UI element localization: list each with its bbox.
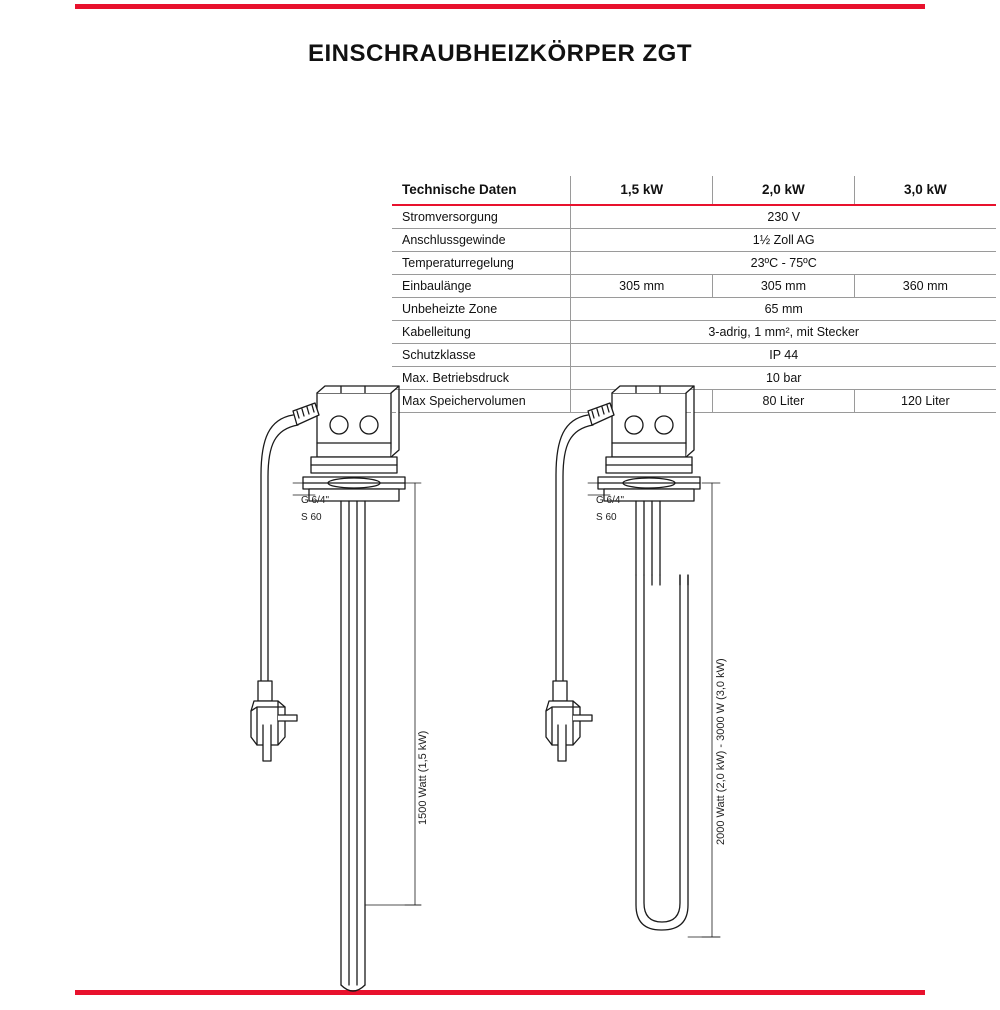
thread-dimension-label: G 6/4": [596, 495, 625, 506]
row-value-2: 80 Liter: [713, 390, 855, 413]
table-row: [392, 252, 996, 275]
row-label: Kabelleitung: [402, 325, 471, 339]
specifications-table: [392, 176, 996, 413]
row-label: Schutzklasse: [402, 348, 476, 362]
row-label: Max. Betriebsdruck: [402, 371, 509, 385]
cable-gland: [293, 403, 319, 425]
row-label: Unbeheizte Zone: [402, 302, 498, 316]
row-value-3: 360 mm: [854, 275, 996, 298]
table-row: [392, 344, 996, 367]
length-dimension-label: S 60: [301, 512, 322, 523]
table-header-label: Technische Daten: [402, 182, 517, 197]
accent-bar-bottom: [75, 990, 925, 995]
table-header-col-3: 3,0 kW: [854, 176, 996, 205]
schuko-plug: [251, 681, 297, 761]
table-header-row: [392, 176, 996, 205]
table-header-col-2: 2,0 kW: [713, 176, 855, 205]
row-label: Stromversorgung: [402, 210, 498, 224]
row-value-3: 120 Liter: [854, 390, 996, 413]
thermostat-housing: [612, 386, 694, 457]
power-rating-label-left: 1500 Watt (1,5 kW): [417, 730, 429, 825]
row-value-span: 23ºC - 75ºC: [571, 252, 996, 275]
schuko-plug: [546, 681, 592, 761]
row-value-span: 10 bar: [571, 367, 996, 390]
table-row: [392, 275, 996, 298]
row-label: Temperaturregelung: [402, 256, 514, 270]
heating-rods: [341, 501, 365, 991]
power-cable: [261, 415, 298, 683]
heating-rods-u-shape: [636, 501, 688, 930]
accent-bar-top: [75, 4, 925, 9]
length-dimension-label: S 60: [596, 512, 617, 523]
row-label: Anschlussgewinde: [402, 233, 506, 247]
u-shaped-element-drawing: [540, 385, 790, 1010]
row-label: Max Speichervolumen: [402, 394, 526, 408]
table-header-col-1: 1,5 kW: [571, 176, 713, 205]
straight-element-drawing: [245, 385, 495, 1010]
thread-dimension-label: G 6/4": [301, 495, 330, 506]
row-value-span: IP 44: [571, 344, 996, 367]
page-title: EINSCHRAUBHEIZKÖRPER ZGT: [307, 40, 692, 67]
table-row: [392, 298, 996, 321]
housing-collar: [606, 457, 692, 473]
table-row: [392, 321, 996, 344]
power-rating-label-right: 2000 Watt (2,0 kW) - 3000 W (3,0 kW): [715, 658, 727, 845]
dimension-lines: [588, 483, 720, 937]
row-value-span: 3-adrig, 1 mm², mit Stecker: [571, 321, 996, 344]
table-row: [392, 229, 996, 252]
row-value-span: 65 mm: [571, 298, 996, 321]
power-cable: [556, 415, 593, 683]
row-value-1: 305 mm: [571, 275, 713, 298]
housing-collar: [311, 457, 397, 473]
table-row: [392, 205, 996, 229]
row-value-span: 230 V: [571, 205, 996, 229]
row-value-2: 305 mm: [713, 275, 855, 298]
row-value-span: 1½ Zoll AG: [571, 229, 996, 252]
cable-gland: [588, 403, 614, 425]
thermostat-housing: [317, 386, 399, 457]
row-label: Einbaulänge: [402, 279, 472, 293]
